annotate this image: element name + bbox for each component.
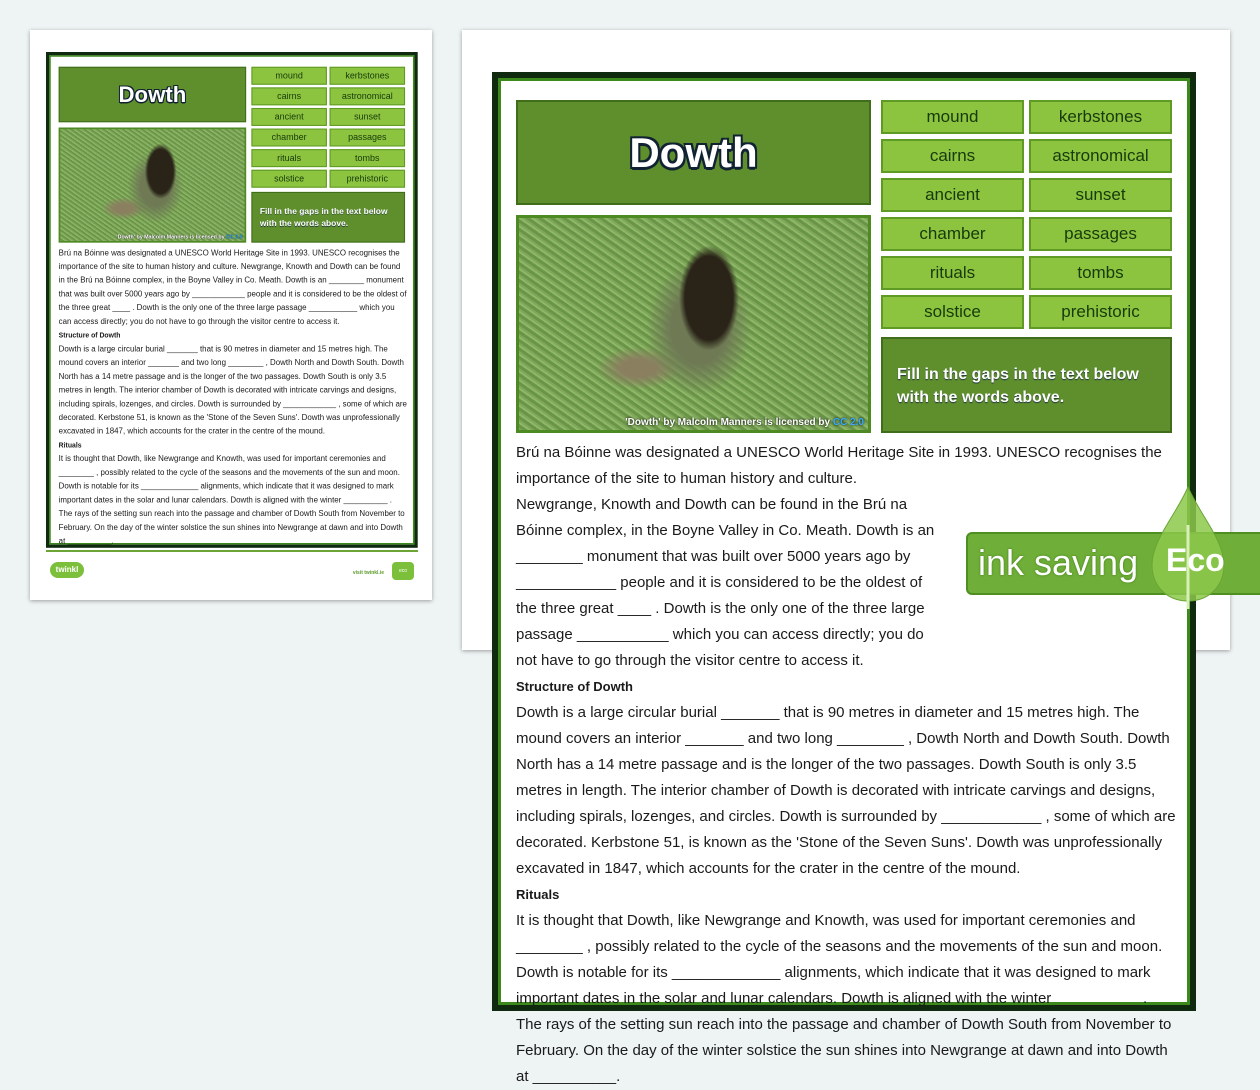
instruction-box: Fill in the gaps in the text below with the words above. (881, 337, 1172, 433)
instruction-box: Fill in the gaps in the text below with the words above. (251, 192, 405, 243)
word-bank-item: astronomical (1029, 139, 1172, 173)
page-footer (46, 550, 418, 590)
heading-structure: Structure of Dowth (58, 331, 121, 340)
thumbnail-page[interactable] (30, 30, 432, 600)
license-link[interactable]: CC 2.0 (832, 417, 864, 428)
paragraph-rituals: It is thought that Dowth, like Newgrange and Knowth, was used for important ceremonies and ________ , possibly related to the cycle of the seasons and the movements of the sun and moon. Dowth is notable for its _____________ alignments, which indicate that it was designed to mark important dates in the solar and lunar calendars. Dowth is aligned with the winter __________ . The rays of the setting sun reach into the passage and chamber of Dowth South from November to February. On the day of the winter solstice the sun shines into Newgrange at dawn and into Dowth at __________. (516, 912, 1172, 1085)
heading-structure: Structure of Dowth (516, 679, 633, 694)
word-bank-item: prehistoric (1029, 295, 1172, 329)
dowth-photo (59, 128, 246, 243)
word-bank-item: ancient (251, 108, 327, 126)
word-bank-item: rituals (251, 149, 327, 167)
word-bank-item: sunset (330, 108, 406, 126)
twinkl-logo: twinkl (50, 562, 84, 578)
word-bank-item: mound (881, 100, 1024, 134)
word-bank-item: astronomical (330, 87, 406, 105)
heading-rituals: Rituals (58, 441, 82, 450)
eco-label: Eco (1166, 542, 1225, 578)
credit-text: 'Dowth' by Malcolm Manners is licensed by (625, 417, 831, 428)
word-bank (251, 67, 405, 188)
eco-footer-badge: eco (392, 562, 414, 580)
word-bank-item: chamber (251, 129, 327, 147)
worksheet-title: Dowth (629, 128, 758, 176)
word-bank-item: tombs (330, 149, 406, 167)
heading-rituals: Rituals (516, 887, 560, 902)
word-bank-item: cairns (881, 139, 1024, 173)
word-bank-item: passages (1029, 217, 1172, 251)
word-bank-item: passages (330, 129, 406, 147)
worksheet-body (59, 246, 407, 548)
photo-credit (116, 234, 242, 240)
word-bank-item: mound (251, 67, 327, 85)
word-bank-item: kerbstones (330, 67, 406, 85)
word-bank-item: sunset (1029, 178, 1172, 212)
word-bank-item: solstice (881, 295, 1024, 329)
photo-credit (625, 417, 864, 428)
paragraph-structure: Dowth is a large circular burial _______ that is 90 metres in diameter and 15 metres high. The mound covers an interior _______ and two long ________ , Dowth North and Dowth South. Dowth North has a 14 metre passage and is the longer of the two passages. Dowth South is only 3.5 metres in length. The interior chamber of Dowth is decorated with intricate carvings and designs, including spirals, lozenges, and circles. Dowth is surrounded by ____________ , some of which are decorated. Kerbstone 51, is known as the 'Stone of the Seven Suns'. Dowth was unprofessionally excavated in 1847, which accounts for the crater in the centre of the mound. (516, 704, 1176, 877)
word-bank-item: tombs (1029, 256, 1172, 290)
license-link[interactable]: CC 2.0 (225, 234, 243, 240)
word-bank-item: ancient (881, 178, 1024, 212)
paragraph-intro: Brú na Bóinne was designated a UNESCO World Heritage Site in 1993. UNESCO recognises the importance of the site to human history and culture. Newgrange, Knowth and Dowth can be found in the Brú na Bóinne complex, in the Boyne Valley in Co. Meath. Dowth is an ________ monument that was built over 5000 years ago by ____________ people and it is considered to be the oldest of the three great ____ . Dowth is the only one of the three large passage ___________ which you can access directly; you do not have to go through the visitor centre to access it. (58, 248, 407, 327)
paragraph-rituals: It is thought that Dowth, like Newgrange and Knowth, was used for important ceremonies and ________ , possibly related to the cycle of the seasons and the movements of the sun and moon. Dowth is notable for its _____________ alignments, which indicate that it was designed to mark important dates in the solar and lunar calendars. Dowth is aligned with the winter __________ . The rays of the setting sun reach into the passage and chamber of Dowth South from November to February. On the day of the winter solstice the sun shines into Newgrange at dawn and into Dowth at __________. (58, 454, 405, 546)
ink-saving-text: ink saving (978, 542, 1139, 583)
word-bank-item: chamber (881, 217, 1024, 251)
title-box (516, 100, 871, 205)
word-bank (881, 100, 1172, 329)
paragraph-structure: Dowth is a large circular burial _______ that is 90 metres in diameter and 15 metres high. The mound covers an interior _______ and two long ________ , Dowth North and Dowth South. Dowth North has a 14 metre passage and is the longer of the two passages. Dowth South is only 3.5 metres in length. The interior chamber of Dowth is decorated with intricate carvings and designs, including spirals, lozenges, and circles. Dowth is surrounded by ____________ , some of which are decorated. Kerbstone 51, is known as the 'Stone of the Seven Suns'. Dowth was unprofessionally excavated in 1847, which accounts for the crater in the centre of the mound. (58, 344, 407, 436)
credit-text: 'Dowth' by Malcolm Manners is licensed by (116, 234, 225, 240)
visit-link: visit twinkl.ie (352, 570, 384, 576)
paragraph-intro: Brú na Bóinne was designated a UNESCO World Heritage Site in 1993. UNESCO recognises the importance of the site to human history and culture. Newgrange, Knowth and Dowth can be found in the Brú na Bóinne complex, in the Boyne Valley in Co. Meath. Dowth is an ________ monument that was built over 5000 years ago by ____________ people and it is considered to be the oldest of the three great ____ . Dowth is the only one of the three large passage ___________ which you can access directly; you do not have to go through the visitor centre to access it. (516, 444, 1162, 669)
word-bank-item: rituals (881, 256, 1024, 290)
title-box (59, 67, 246, 122)
word-bank-item: solstice (251, 170, 327, 188)
word-bank-item: kerbstones (1029, 100, 1172, 134)
worksheet-thumbnail (46, 52, 418, 548)
dowth-photo (516, 215, 871, 433)
word-bank-item: prehistoric (330, 170, 406, 188)
worksheet-title: Dowth (118, 81, 187, 107)
word-bank-item: cairns (251, 87, 327, 105)
